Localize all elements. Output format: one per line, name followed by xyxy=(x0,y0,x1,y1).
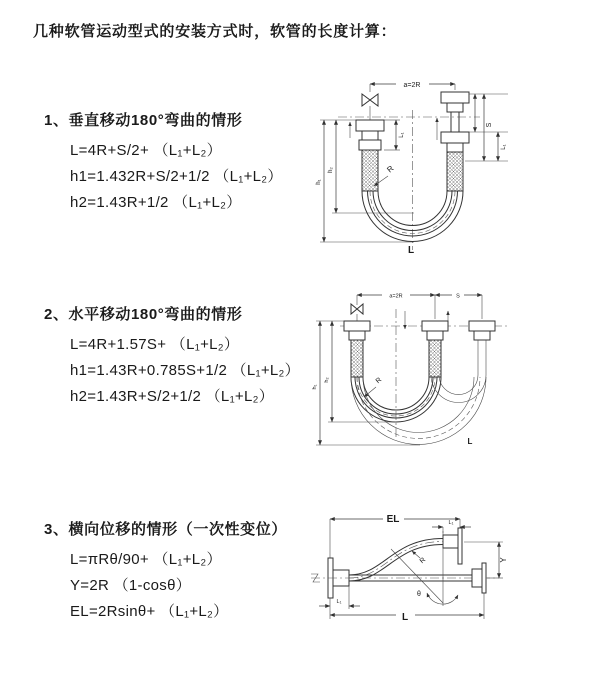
dim-label-l1-right: L₁ xyxy=(501,144,507,150)
dim-l1-top xyxy=(432,520,471,533)
left-fitting xyxy=(344,321,370,377)
dim-label-r: R xyxy=(418,556,428,566)
diagram-lateral-displacement xyxy=(303,503,587,647)
dim-label-h2: h₂ xyxy=(328,167,334,173)
formula-line: h1=1.432R+S/2+1/2 （L₁+L₂） xyxy=(70,168,283,185)
upper-flange xyxy=(443,528,462,564)
formula-line: h2=1.43R+S/2+1/2 （L₁+L₂） xyxy=(70,388,275,405)
dim-label-h1: h₁ xyxy=(312,384,318,390)
dim-h-left xyxy=(312,321,420,445)
dim-label-h2: h₂ xyxy=(324,377,330,383)
dim-label-el: EL xyxy=(386,514,400,525)
dim-label-r: R xyxy=(385,163,396,175)
valve-icon xyxy=(351,304,363,321)
dim-label-l: L xyxy=(407,245,415,256)
dim-label-l1-left: L₁ xyxy=(399,132,405,138)
dim-label-s: S xyxy=(486,122,493,128)
page-title: 几种软管运动型式的安装方式时，软管的长度计算： xyxy=(33,23,397,40)
braided-hose-section xyxy=(447,152,463,191)
section-lateral-displacement xyxy=(44,518,287,625)
section-2-heading: 2、水平移动180°弯曲的情形 xyxy=(44,306,243,323)
dim-label-s: S xyxy=(456,293,460,300)
diagram-horizontal-bend xyxy=(312,285,556,453)
formula-line: EL=2Rsinθ+ （L₁+L₂） xyxy=(70,603,229,620)
section-1-heading: 1、垂直移动180°弯曲的情形 xyxy=(44,112,243,129)
right-fitting xyxy=(469,321,495,375)
dim-s-right xyxy=(465,94,508,161)
valve-icon xyxy=(362,94,378,120)
section-vertical-movement xyxy=(44,109,283,216)
left-fitting xyxy=(350,120,384,191)
dim-label-l: L xyxy=(467,437,473,446)
braided-hose-section xyxy=(429,340,441,377)
section-horizontal-movement xyxy=(44,303,300,410)
dim-label-a2r: a=2R xyxy=(403,82,421,89)
formula-line: L=4R+1.57S+ （L₁+L₂） xyxy=(70,336,240,353)
dim-label-l: L xyxy=(401,612,409,623)
dim-label-y: Y xyxy=(499,557,508,563)
formula-line: L=4R+S/2+ （L₁+L₂） xyxy=(70,142,222,159)
formula-line: Y=2R （1-cosθ） xyxy=(70,577,192,594)
dim-label-r: R xyxy=(374,376,384,386)
dim-l1-left xyxy=(384,120,405,150)
dim-l xyxy=(330,593,484,623)
middle-fitting xyxy=(422,321,448,377)
dim-label-h1: h₁ xyxy=(316,179,322,185)
dim-label-l1-bottom: L₁ xyxy=(336,599,342,605)
section-3-heading: 3、横向位移的情形（一次性变位） xyxy=(44,521,287,538)
dim-label-a2r: a=2R xyxy=(389,293,403,300)
dim-l1-bottom xyxy=(319,586,360,609)
dim-label-l1-top: L₁ xyxy=(448,520,454,526)
dim-a2r xyxy=(370,82,455,92)
radius-callout xyxy=(364,377,383,397)
formula-line: L=πRθ/90+ （L₁+L₂） xyxy=(70,551,222,568)
dim-a2r xyxy=(357,294,482,320)
braided-hose-section xyxy=(351,340,363,377)
diagram-vertical-bend xyxy=(310,70,546,258)
dim-label-theta: θ xyxy=(417,591,421,598)
formula-line: h1=1.43R+0.785S+1/2 （L₁+L₂） xyxy=(70,362,300,379)
formula-line: h2=1.43R+1/2 （L₁+L₂） xyxy=(70,194,242,211)
right-fitting xyxy=(437,92,469,191)
